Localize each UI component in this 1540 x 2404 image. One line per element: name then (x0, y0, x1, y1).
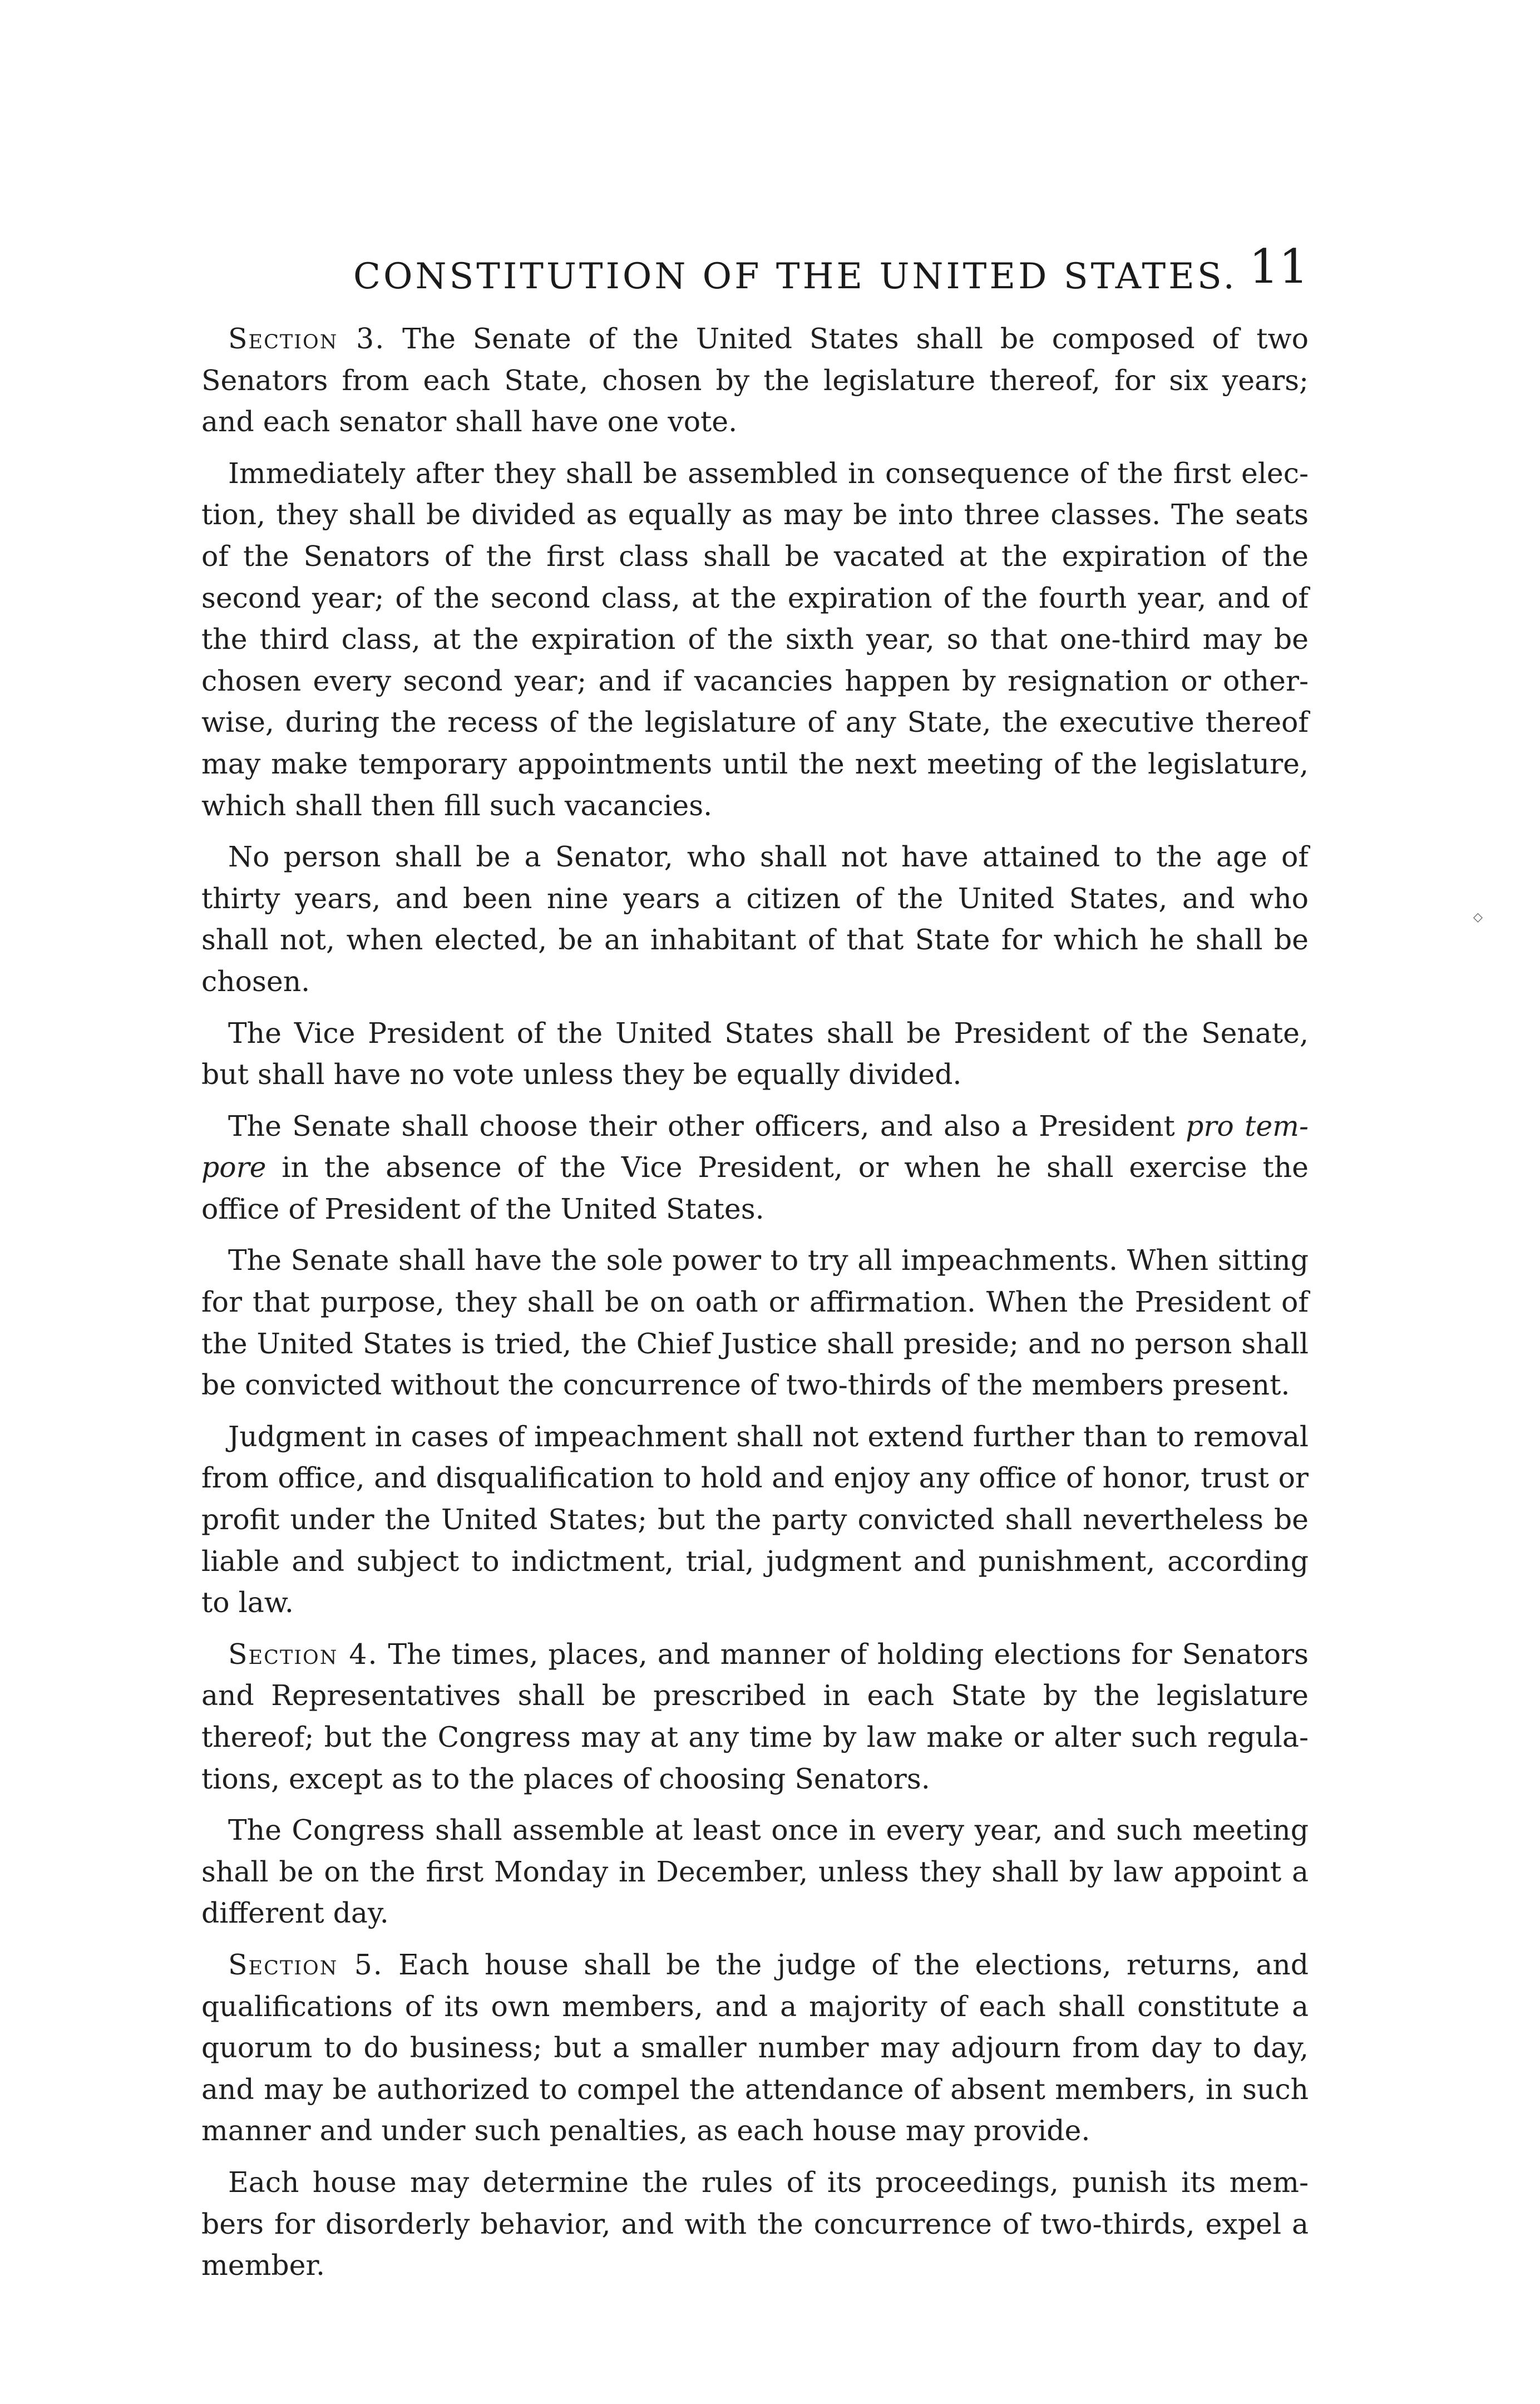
section-lead-3: Section 3. (228, 322, 386, 355)
paragraph-impeachment-trials (201, 1240, 1309, 1406)
paragraph-text: Judgment in cases of impeachment shall not extend further than to removal from office, and disqualification to hold and enjoy any office of honor, trust or profit under the United States; but the party convicted shall nevertheless be liable and subject to indictment, trial, judgment and punishment, according to law. (201, 1420, 1309, 1619)
body-text (201, 318, 1309, 2287)
paragraph-senator-qualifications (201, 836, 1309, 1002)
running-head: CONSTITUTION OF THE UNITED STATES. (353, 256, 1237, 297)
page-header (200, 239, 1313, 312)
paragraph-text: The Senate of the United States shall be composed of two Senators from each State, chosen by the legislature thereof, for six years; and each senator shall have one vote. (201, 322, 1309, 439)
paragraph-text: The Senate shall choose their other officers, and also a President (228, 1109, 1186, 1142)
paragraph-section-5 (201, 1944, 1309, 2152)
paragraph-text: The times, places, and manner of holding elections for Senators and Representatives shall be prescribed in each State by the legislature thereof; but the Congress may at any time by law make or alter such regulations, except as to the places of choosing Senators. (201, 1637, 1309, 1795)
paragraph-text: The Congress shall assemble at least once in every year, and such meeting shall be on the first Monday in December, unless they shall by law appoint a different day. (201, 1814, 1309, 1930)
print-speck-icon: ◇ (1473, 910, 1483, 924)
paragraph-house-rules (201, 2162, 1309, 2287)
paragraph-senate-classes (201, 453, 1309, 826)
paragraph-text: Each house may determine the rules of its proceedings, punish its members for disorderly behavior, and with the concurrence of two-thirds, expel a member. (201, 2165, 1309, 2282)
paragraph-section-3 (201, 318, 1309, 443)
paragraph-text: No person shall be a Senator, who shall not have attained to the age of thirty years, and been nine years a citizen of the United States, and who shall not, when elected, be an inhabitant of that State for which he shall be chosen. (201, 840, 1309, 998)
paragraph-impeachment-judgment (201, 1416, 1309, 1624)
italic-phrase: pro tempore (201, 1109, 1309, 1184)
paragraph-congress-assembly (201, 1810, 1309, 1934)
paragraph-section-4 (201, 1634, 1309, 1800)
paragraph-text: The Vice President of the United States shall be President of the Senate, but shall have no vote unless they be equally divided. (201, 1016, 1309, 1091)
section-lead-4: Section 4. (228, 1637, 378, 1671)
paragraph-text: Each house shall be the judge of the elections, returns, and qualifications of its own members, and a majority of each shall constitute a quorum to do business; but a smaller number may adjourn from day to day, and may be authorized to compel the attendance of absent members, in such manner and under such penalties, as each house may provide. (201, 1948, 1309, 2147)
paragraph-senate-officers (201, 1106, 1309, 1230)
section-lead-5: Section 5. (228, 1948, 383, 1981)
paragraph-vice-president (201, 1013, 1309, 1096)
paragraph-text: The Senate shall have the sole power to try all impeachments. When sitting for that purpose, they shall be on oath or affirmation. When the President of the United States is tried, the Chief Justice shall preside; and no person shall be convicted without the concurrence of two-thirds of the members present. (201, 1244, 1309, 1402)
paragraph-text: Immediately after they shall be assembled in consequence of the first election, they shall be divided as equally as may be into three classes. The seats of the Senators of the first class shall be vacated at the expiration of the second year; of the second class, at the expiration of the fourth year, and of the third class, at the expiration of the sixth year, so that one-third may be chosen every second year; and if vacancies happen by resignation or otherwise, during the recess of the legislature of any State, the executive thereof may make temporary appointments until the next meeting of the legislature, which shall then fill such vacancies. (201, 456, 1309, 822)
paragraph-text: in the absence of the Vice President, or when he shall exercise the office of President of the United States. (201, 1151, 1309, 1225)
page-number: 11 (1249, 239, 1309, 294)
